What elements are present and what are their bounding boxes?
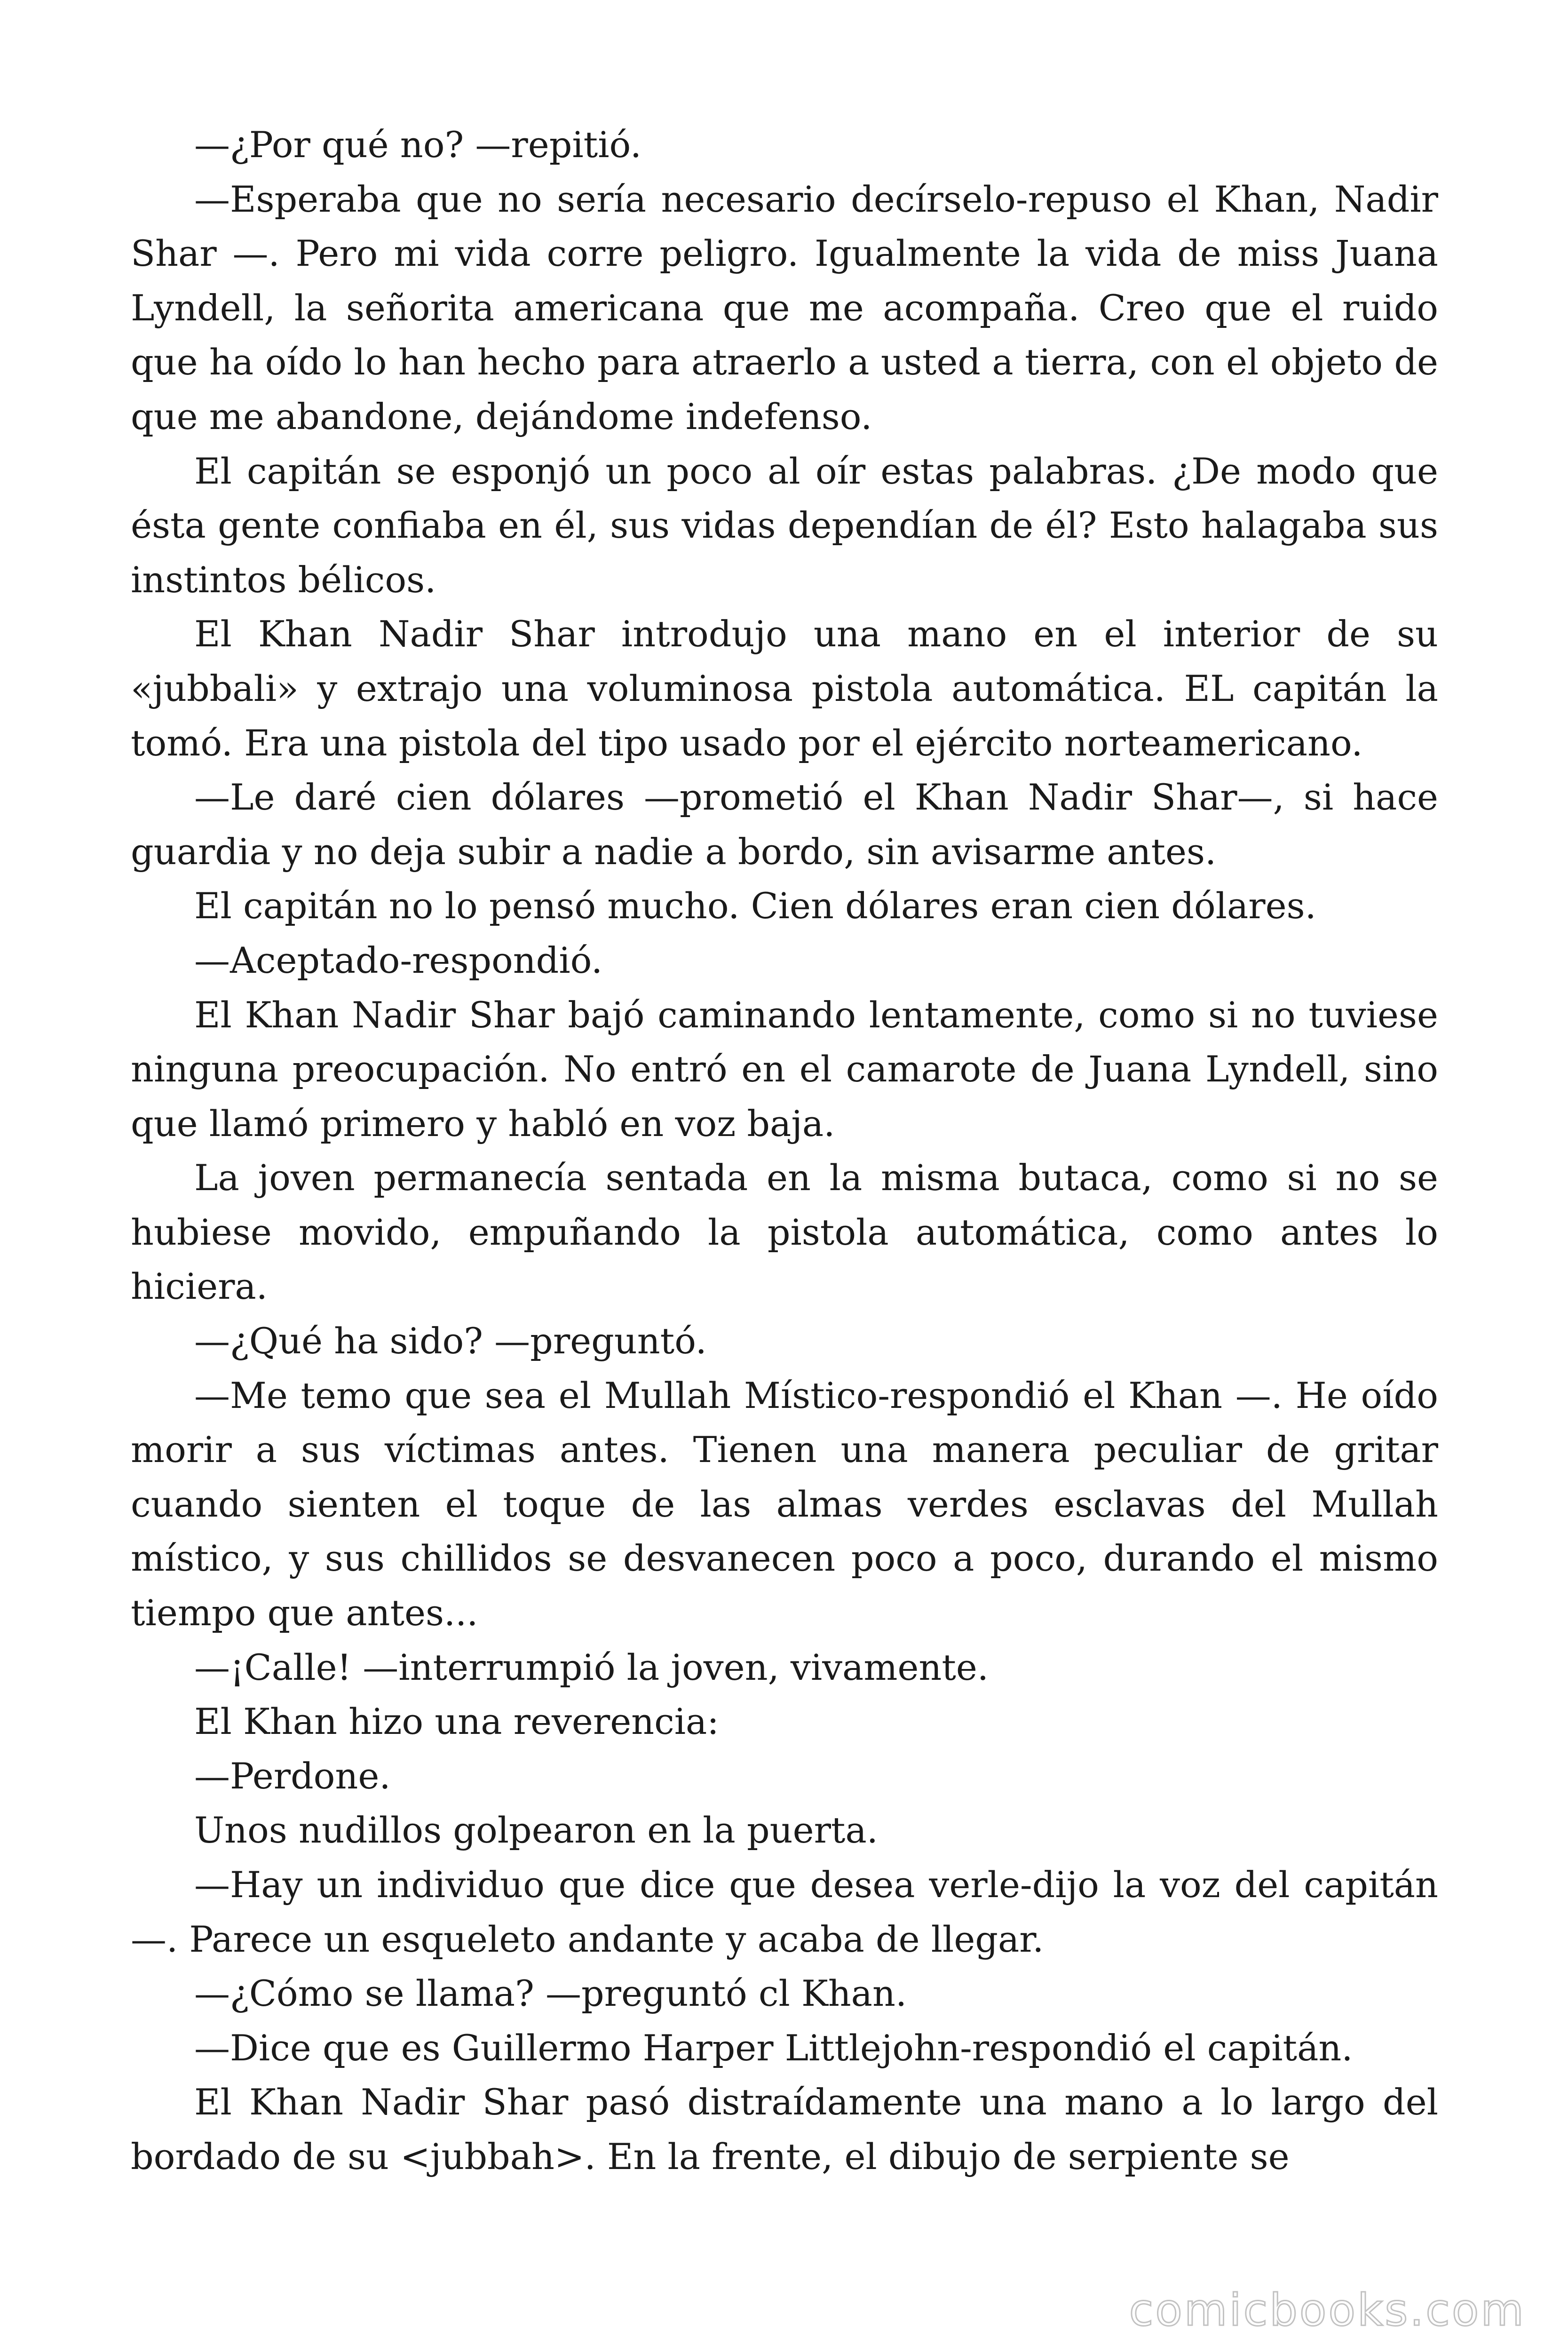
paragraph: El capitán se esponjó un poco al oír estas palabras. ¿De modo que ésta gente confiaba en él, sus vidas dependían de él? Esto halagaba sus instintos bélicos. <box>131 450 1438 601</box>
paragraph: —Me temo que sea el Mullah Místico-respondió el Khan —. He oído morir a sus víctimas antes. Tienen una manera peculiar de gritar cuando sienten el toque de las almas verdes esclavas del Mullah místico, y sus chillidos se desvanecen poco a poco, durando el mismo tiempo que antes... <box>131 1374 1438 1634</box>
paragraph: El Khan hizo una reverencia: <box>194 1700 719 1743</box>
paragraph: —Le daré cien dólares —prometió el Khan Nadir Shar—, si hace guardia y no deja subir a nadie a bordo, sin avisarme antes. <box>131 776 1438 873</box>
paragraph: —¡Calle! —interrumpió la joven, vivamente. <box>194 1646 989 1688</box>
paragraph: —¿Por qué no? —repitió. <box>194 124 642 166</box>
watermark: comicbooks.com <box>1129 2285 1526 2336</box>
paragraph: —Dice que es Guillermo Harper Littlejohn-respondió el capitán. <box>194 2026 1353 2069</box>
paragraph: —¿Cómo se llama? —preguntó cl Khan. <box>194 1972 907 2015</box>
paragraph: El Khan Nadir Shar bajó caminando lentamente, como si no tuviese ninguna preocupación. No entró en el camarote de Juana Lyndell, sino que llamó primero y habló en voz baja. <box>131 993 1438 1144</box>
paragraph: —Perdone. <box>194 1755 391 1797</box>
paragraph: Unos nudillos golpearon en la puerta. <box>194 1809 878 1851</box>
paragraph: El Khan Nadir Shar pasó distraídamente una mano a lo largo del bordado de su <jubbah>. En la frente, el dibujo de serpiente se <box>131 2081 1438 2177</box>
paragraph: El capitán no lo pensó mucho. Cien dólares eran cien dólares. <box>194 885 1316 927</box>
body-text <box>131 118 1438 2184</box>
paragraph: La joven permanecía sentada en la misma butaca, como si no se hubiese movido, empuñando la pistola automática, como antes lo hiciera. <box>131 1157 1438 1308</box>
paragraph: El Khan Nadir Shar introdujo una mano en el interior de su «jubbali» y extrajo una voluminosa pistola automática. EL capitán la tomó. Era una pistola del tipo usado por el ejército norteamericano. <box>131 613 1438 764</box>
paragraph: —Aceptado-respondió. <box>194 939 603 981</box>
paragraph: —Esperaba que no sería necesario decírselo-repuso el Khan, Nadir Shar —. Pero mi vida corre peligro. Igualmente la vida de miss Juana Lyndell, la señorita americana que me acompaña. Creo que el ruido que ha oído lo han hecho para atraerlo a usted a tierra, con el objeto de que me abandone, dejándome indefenso. <box>131 178 1438 437</box>
paragraph: —¿Qué ha sido? —preguntó. <box>194 1320 707 1362</box>
paragraph: —Hay un individuo que dice que desea verle-dijo la voz del capitán —. Parece un esqueleto andante y acaba de llegar. <box>131 1864 1438 1960</box>
